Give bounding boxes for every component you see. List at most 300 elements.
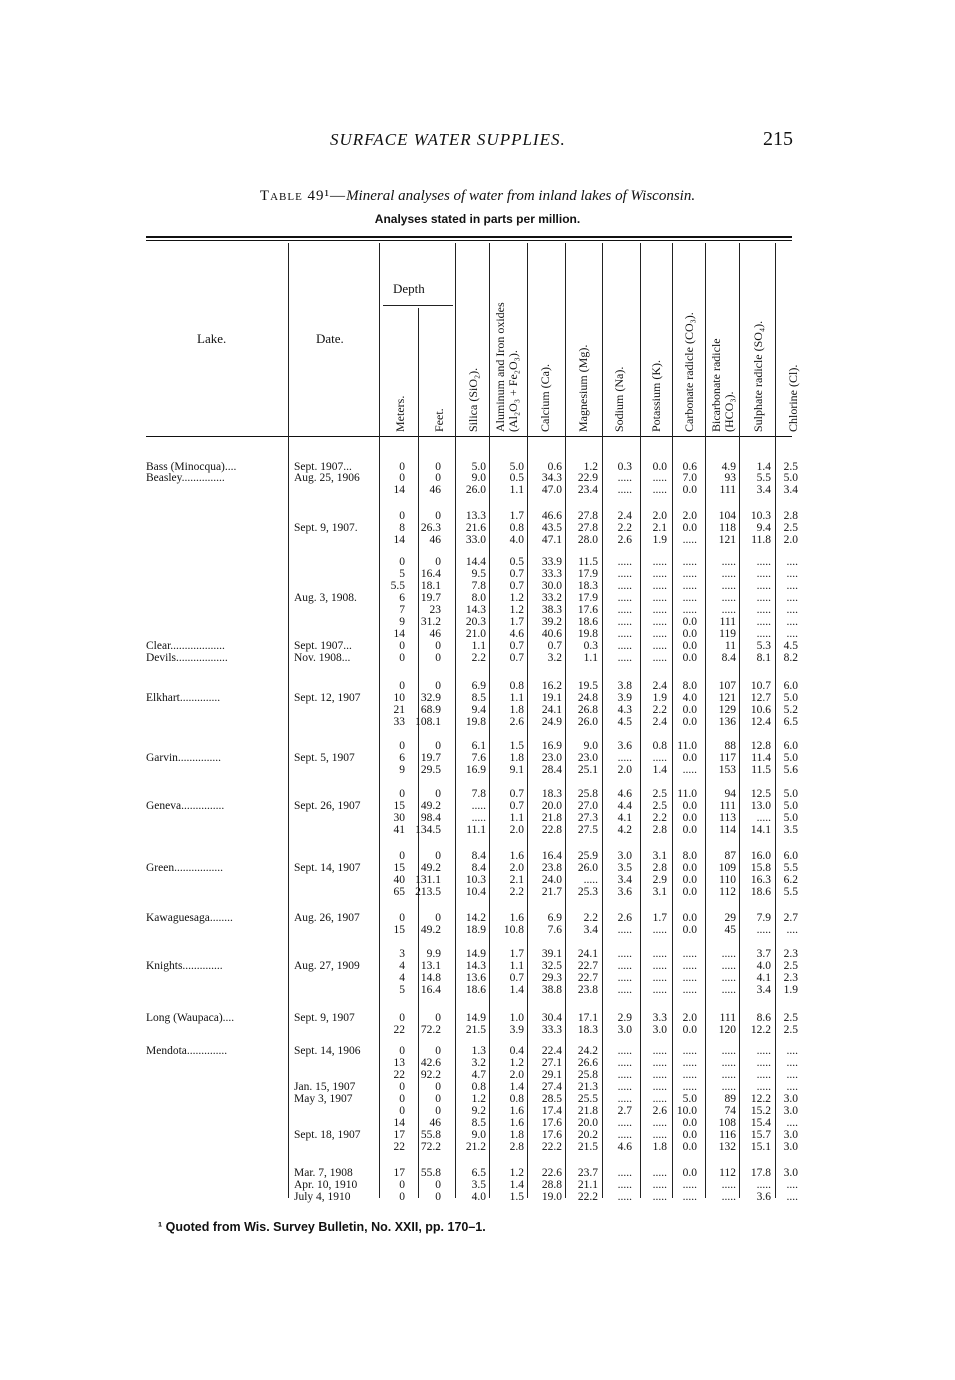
cell-co3: 11.0 bbox=[677, 740, 697, 752]
cell-co3: 8.0 bbox=[682, 680, 697, 692]
cell-so4: 11.8 bbox=[751, 534, 771, 546]
cell-m: 33 bbox=[393, 716, 405, 728]
cell-k: ..... bbox=[652, 1057, 667, 1069]
cell-so4: 14.1 bbox=[750, 824, 771, 836]
cell-co3: ..... bbox=[682, 1191, 697, 1203]
cell-na: ..... bbox=[617, 472, 632, 484]
cell-mg: 22.9 bbox=[577, 472, 598, 484]
cell-m: 0 bbox=[399, 1191, 405, 1203]
cell-ca: 23.8 bbox=[541, 862, 562, 874]
cell-cl: 6.0 bbox=[783, 680, 798, 692]
column-header-silica: Silica (SiO₂). bbox=[466, 367, 480, 432]
cell-mg: 20.2 bbox=[577, 1129, 598, 1141]
cell-m: 9 bbox=[399, 764, 405, 776]
cell-si: 7.8 bbox=[471, 788, 486, 800]
cell-ft: 108.1 bbox=[415, 716, 441, 728]
cell-ca: 22.6 bbox=[541, 1167, 562, 1179]
cell-so4: ..... bbox=[756, 1069, 771, 1081]
cell-co3: 0.0 bbox=[682, 874, 697, 886]
cell-k: 2.4 bbox=[652, 680, 667, 692]
cell-na: ..... bbox=[617, 592, 632, 604]
cell-m: 5 bbox=[399, 984, 405, 996]
cell-na: ..... bbox=[617, 1117, 632, 1129]
cell-si: 21.6 bbox=[465, 522, 486, 534]
lake-name: Bass (Minocqua).... bbox=[146, 461, 237, 473]
cell-k: ..... bbox=[652, 580, 667, 592]
cell-ft: 0 bbox=[435, 788, 441, 800]
cell-co3: ..... bbox=[682, 1069, 697, 1081]
cell-hco3: 4.9 bbox=[721, 461, 736, 473]
cell-so4: 7.9 bbox=[756, 912, 771, 924]
cell-si: 6.9 bbox=[471, 680, 486, 692]
cell-so4: 8.1 bbox=[756, 652, 771, 664]
cell-co3: 0.0 bbox=[682, 640, 697, 652]
cell-al: 1.6 bbox=[509, 1117, 524, 1129]
cell-ft: 0 bbox=[435, 1093, 441, 1105]
cell-al: 1.2 bbox=[509, 1167, 524, 1179]
cell-co3: ..... bbox=[682, 1057, 697, 1069]
cell-mg: 26.8 bbox=[577, 704, 598, 716]
lake-name: Clear................... bbox=[146, 640, 225, 652]
cell-k: ..... bbox=[652, 640, 667, 652]
column-rule bbox=[527, 243, 528, 1198]
cell-ft: 32.9 bbox=[420, 692, 441, 704]
cell-hco3: 132 bbox=[718, 1141, 736, 1153]
cell-ft: 131.1 bbox=[415, 874, 441, 886]
cell-k: ..... bbox=[652, 924, 667, 936]
cell-na: 3.9 bbox=[617, 692, 632, 704]
cell-so4: 11.5 bbox=[751, 764, 771, 776]
cell-hco3: 116 bbox=[719, 1129, 736, 1141]
cell-na: 2.4 bbox=[617, 510, 632, 522]
cell-k: 2.9 bbox=[652, 874, 667, 886]
cell-m: 0 bbox=[399, 510, 405, 522]
cell-cl: 2.0 bbox=[783, 534, 798, 546]
cell-k: 2.2 bbox=[652, 704, 667, 716]
cell-so4: 10.6 bbox=[750, 704, 771, 716]
cell-si: 9.0 bbox=[471, 1129, 486, 1141]
cell-mg: 26.0 bbox=[577, 716, 598, 728]
column-rule bbox=[775, 243, 776, 1198]
cell-mg: 23.0 bbox=[577, 752, 598, 764]
cell-so4: 5.5 bbox=[756, 472, 771, 484]
cell-na: ..... bbox=[617, 616, 632, 628]
cell-mg: 25.9 bbox=[577, 850, 598, 862]
cell-al: 1.7 bbox=[509, 510, 524, 522]
column-rule bbox=[455, 243, 456, 1198]
cell-si: 16.9 bbox=[465, 764, 486, 776]
cell-cl: .... bbox=[786, 924, 798, 936]
cell-k: 2.5 bbox=[652, 788, 667, 800]
cell-cl: 3.0 bbox=[783, 1129, 798, 1141]
cell-cl: .... bbox=[786, 1057, 798, 1069]
cell-al: 1.6 bbox=[509, 1105, 524, 1117]
cell-m: 9 bbox=[399, 616, 405, 628]
cell-ca: 17.6 bbox=[541, 1129, 562, 1141]
cell-hco3: 117 bbox=[719, 752, 736, 764]
cell-co3: 0.0 bbox=[682, 716, 697, 728]
cell-ca: 33.3 bbox=[541, 568, 562, 580]
cell-ca: 39.1 bbox=[541, 948, 562, 960]
cell-si: 18.6 bbox=[465, 984, 486, 996]
cell-m: 0 bbox=[399, 1179, 405, 1191]
cell-na: 4.6 bbox=[617, 788, 632, 800]
cell-mg: 3.4 bbox=[583, 924, 598, 936]
cell-m: 15 bbox=[393, 924, 405, 936]
cell-ca: 7.6 bbox=[547, 924, 562, 936]
cell-al: 1.6 bbox=[509, 912, 524, 924]
header-date: Date. bbox=[316, 331, 344, 346]
lake-name: Green................. bbox=[146, 862, 223, 874]
sample-date: Apr. 10, 1910 bbox=[294, 1179, 358, 1191]
cell-co3: 11.0 bbox=[677, 788, 697, 800]
cell-hco3: 89 bbox=[724, 1093, 736, 1105]
cell-ca: 20.0 bbox=[541, 800, 562, 812]
cell-na: 4.5 bbox=[617, 716, 632, 728]
cell-so4: 12.8 bbox=[750, 740, 771, 752]
cell-hco3: 121 bbox=[718, 692, 736, 704]
cell-ca: 6.9 bbox=[547, 912, 562, 924]
cell-ft: 213.5 bbox=[415, 886, 441, 898]
cell-m: 6 bbox=[399, 752, 405, 764]
cell-ft: 14.8 bbox=[420, 972, 441, 984]
cell-hco3: 111 bbox=[719, 800, 736, 812]
column-header-sulphate: Sulphate radicle (SO₄). bbox=[751, 320, 765, 432]
cell-hco3: 45 bbox=[724, 924, 736, 936]
sample-date: Sept. 14, 1907 bbox=[294, 862, 361, 874]
cell-m: 5.5 bbox=[390, 580, 405, 592]
sample-date: Sept. 9, 1907. bbox=[294, 522, 358, 534]
cell-cl: .... bbox=[786, 628, 798, 640]
cell-cl: 6.0 bbox=[783, 740, 798, 752]
cell-al: 2.2 bbox=[509, 886, 524, 898]
cell-hco3: 111 bbox=[719, 484, 736, 496]
cell-na: 3.4 bbox=[617, 874, 632, 886]
cell-k: ..... bbox=[652, 972, 667, 984]
cell-ca: 33.2 bbox=[541, 592, 562, 604]
cell-m: 0 bbox=[399, 556, 405, 568]
cell-mg: 18.3 bbox=[577, 1024, 598, 1036]
cell-hco3: 87 bbox=[724, 850, 736, 862]
cell-ft: 49.2 bbox=[420, 800, 441, 812]
cell-so4: 1.4 bbox=[756, 461, 771, 473]
cell-ca: 33.9 bbox=[541, 556, 562, 568]
cell-al: 1.7 bbox=[509, 616, 524, 628]
cell-k: 1.8 bbox=[652, 1141, 667, 1153]
cell-si: 18.9 bbox=[465, 924, 486, 936]
cell-k: 2.2 bbox=[652, 812, 667, 824]
cell-hco3: 120 bbox=[718, 1024, 736, 1036]
cell-mg: 17.9 bbox=[577, 592, 598, 604]
cell-co3: 0.0 bbox=[682, 1141, 697, 1153]
cell-cl: 3.0 bbox=[783, 1141, 798, 1153]
sample-date: Sept. 18, 1907 bbox=[294, 1129, 361, 1141]
cell-al: 1.2 bbox=[509, 604, 524, 616]
header-rule bbox=[146, 436, 792, 437]
cell-m: 0 bbox=[399, 912, 405, 924]
cell-ca: 47.1 bbox=[541, 534, 562, 546]
cell-hco3: ..... bbox=[721, 604, 736, 616]
cell-ft: 92.2 bbox=[420, 1069, 441, 1081]
cell-cl: 4.5 bbox=[783, 640, 798, 652]
column-header-potassium: Potassium (K). bbox=[649, 360, 663, 432]
sample-date: July 4, 1910 bbox=[294, 1191, 351, 1203]
cell-so4: 3.4 bbox=[756, 484, 771, 496]
cell-ca: 43.5 bbox=[541, 522, 562, 534]
cell-al: 1.8 bbox=[509, 1129, 524, 1141]
cell-al: 10.8 bbox=[503, 924, 524, 936]
cell-al: 0.5 bbox=[509, 556, 524, 568]
cell-hco3: ..... bbox=[721, 1045, 736, 1057]
cell-na: 3.0 bbox=[617, 1024, 632, 1036]
cell-cl: 3.4 bbox=[783, 484, 798, 496]
cell-mg: 20.0 bbox=[577, 1117, 598, 1129]
cell-al: 4.6 bbox=[509, 628, 524, 640]
cell-cl: .... bbox=[786, 1081, 798, 1093]
column-header-feet: Feet. bbox=[432, 408, 446, 432]
cell-m: 10 bbox=[393, 692, 405, 704]
sample-date: Mar. 7, 1908 bbox=[294, 1167, 353, 1179]
cell-so4: ..... bbox=[756, 628, 771, 640]
cell-so4: ..... bbox=[756, 616, 771, 628]
cell-ft: 26.3 bbox=[420, 522, 441, 534]
cell-cl: 5.0 bbox=[783, 692, 798, 704]
cell-co3: ..... bbox=[682, 534, 697, 546]
sample-date: Aug. 25, 1906 bbox=[294, 472, 360, 484]
cell-ca: 38.8 bbox=[541, 984, 562, 996]
cell-mg: 25.3 bbox=[577, 886, 598, 898]
cell-hco3: 114 bbox=[719, 824, 736, 836]
cell-cl: 5.5 bbox=[783, 886, 798, 898]
cell-ca: 22.4 bbox=[541, 1045, 562, 1057]
cell-na: ..... bbox=[617, 604, 632, 616]
cell-k: ..... bbox=[652, 616, 667, 628]
cell-al: 0.7 bbox=[509, 972, 524, 984]
cell-si: 7.6 bbox=[471, 752, 486, 764]
cell-al: 1.2 bbox=[509, 1057, 524, 1069]
cell-mg: 23.7 bbox=[577, 1167, 598, 1179]
cell-so4: 12.5 bbox=[750, 788, 771, 800]
table-subtitle: Analyses stated in parts per million. bbox=[374, 212, 581, 226]
cell-ca: 16.4 bbox=[541, 850, 562, 862]
cell-co3: 0.0 bbox=[682, 862, 697, 874]
cell-m: 0 bbox=[399, 1093, 405, 1105]
cell-si: 3.5 bbox=[471, 1179, 486, 1191]
cell-ft: 0 bbox=[435, 1179, 441, 1191]
cell-m: 13 bbox=[393, 1057, 405, 1069]
cell-si: ..... bbox=[471, 800, 486, 812]
cell-so4: 15.4 bbox=[750, 1117, 771, 1129]
cell-cl: 3.0 bbox=[783, 1167, 798, 1179]
cell-mg: 21.1 bbox=[577, 1179, 598, 1191]
cell-so4: 4.0 bbox=[756, 960, 771, 972]
cell-ft: 0 bbox=[435, 472, 441, 484]
column-rule bbox=[640, 243, 641, 1198]
cell-cl: 2.8 bbox=[783, 510, 798, 522]
cell-so4: ..... bbox=[756, 812, 771, 824]
cell-m: 17 bbox=[393, 1167, 405, 1179]
cell-si: 14.9 bbox=[465, 1012, 486, 1024]
cell-co3: 0.0 bbox=[682, 886, 697, 898]
cell-ft: 23 bbox=[429, 604, 441, 616]
cell-k: 0.0 bbox=[652, 461, 667, 473]
top-rule-thin bbox=[146, 240, 792, 241]
cell-hco3: 8.4 bbox=[721, 652, 736, 664]
cell-cl: 5.0 bbox=[783, 752, 798, 764]
cell-cl: 2.5 bbox=[783, 522, 798, 534]
cell-na: 2.0 bbox=[617, 764, 632, 776]
cell-ft: 0 bbox=[435, 652, 441, 664]
cell-al: 1.7 bbox=[509, 948, 524, 960]
cell-mg: 11.5 bbox=[578, 556, 598, 568]
cell-si: 1.1 bbox=[471, 640, 486, 652]
cell-al: 2.6 bbox=[509, 716, 524, 728]
cell-ft: 46 bbox=[429, 628, 441, 640]
cell-na: 2.9 bbox=[617, 1012, 632, 1024]
header-depth: Depth bbox=[393, 281, 425, 296]
cell-na: ..... bbox=[617, 556, 632, 568]
cell-ca: 24.1 bbox=[541, 704, 562, 716]
cell-cl: 5.5 bbox=[783, 862, 798, 874]
cell-hco3: 29 bbox=[724, 912, 736, 924]
cell-al: 1.4 bbox=[509, 984, 524, 996]
cell-co3: ..... bbox=[682, 1081, 697, 1093]
cell-ft: 29.5 bbox=[420, 764, 441, 776]
cell-m: 14 bbox=[393, 1117, 405, 1129]
cell-k: ..... bbox=[652, 652, 667, 664]
cell-na: 3.5 bbox=[617, 862, 632, 874]
cell-ft: 134.5 bbox=[415, 824, 441, 836]
cell-al: 0.7 bbox=[509, 652, 524, 664]
cell-co3: 0.0 bbox=[682, 522, 697, 534]
cell-co3: 8.0 bbox=[682, 850, 697, 862]
cell-ca: 30.0 bbox=[541, 580, 562, 592]
cell-ft: 16.4 bbox=[420, 984, 441, 996]
cell-al: 0.8 bbox=[509, 1093, 524, 1105]
cell-si: 13.3 bbox=[465, 510, 486, 522]
cell-al: 5.0 bbox=[509, 461, 524, 473]
cell-cl: 3.0 bbox=[783, 1105, 798, 1117]
cell-si: 3.2 bbox=[471, 1057, 486, 1069]
cell-hco3: 74 bbox=[724, 1105, 736, 1117]
cell-al: 1.1 bbox=[509, 812, 524, 824]
footnote: ¹ Quoted from Wis. Survey Bulletin, No. XXII, pp. 170–1. bbox=[158, 1220, 486, 1234]
cell-mg: 24.8 bbox=[577, 692, 598, 704]
cell-ft: 9.9 bbox=[426, 948, 441, 960]
cell-cl: .... bbox=[786, 1179, 798, 1191]
cell-si: 21.2 bbox=[465, 1141, 486, 1153]
table-caption bbox=[0, 188, 955, 205]
cell-si: 9.5 bbox=[471, 568, 486, 580]
cell-mg: 27.8 bbox=[577, 522, 598, 534]
cell-al: 1.1 bbox=[509, 484, 524, 496]
cell-k: ..... bbox=[652, 604, 667, 616]
cell-k: 1.7 bbox=[652, 912, 667, 924]
lake-name: Devils.................. bbox=[146, 652, 228, 664]
cell-k: 3.1 bbox=[652, 850, 667, 862]
cell-co3: ..... bbox=[682, 580, 697, 592]
lake-name: Geneva............... bbox=[146, 800, 225, 812]
cell-mg: 18.6 bbox=[577, 616, 598, 628]
cell-si: 0.8 bbox=[471, 1081, 486, 1093]
cell-m: 0 bbox=[399, 640, 405, 652]
cell-k: ..... bbox=[652, 484, 667, 496]
sample-date: Aug. 26, 1907 bbox=[294, 912, 360, 924]
cell-co3: ..... bbox=[682, 1179, 697, 1191]
cell-hco3: 11 bbox=[724, 640, 736, 652]
cell-ca: 27.4 bbox=[541, 1081, 562, 1093]
table-title: Mineral analyses of water from inland lakes of Wisconsin. bbox=[346, 188, 696, 204]
cell-k: ..... bbox=[652, 1179, 667, 1191]
cell-ca: 24.9 bbox=[541, 716, 562, 728]
cell-hco3: 119 bbox=[719, 628, 736, 640]
cell-na: ..... bbox=[617, 1129, 632, 1141]
cell-mg: 27.3 bbox=[577, 812, 598, 824]
cell-ca: 21.8 bbox=[541, 812, 562, 824]
cell-cl: .... bbox=[786, 568, 798, 580]
column-rule bbox=[288, 243, 289, 1198]
cell-si: 8.4 bbox=[471, 862, 486, 874]
cell-k: ..... bbox=[652, 960, 667, 972]
cell-co3: ..... bbox=[682, 568, 697, 580]
cell-k: ..... bbox=[652, 568, 667, 580]
cell-k: 1.9 bbox=[652, 692, 667, 704]
cell-co3: 0.0 bbox=[682, 752, 697, 764]
cell-na: 2.6 bbox=[617, 534, 632, 546]
cell-mg: 26.0 bbox=[577, 862, 598, 874]
cell-cl: 8.2 bbox=[783, 652, 798, 664]
cell-si: 9.4 bbox=[471, 704, 486, 716]
cell-ca: 28.5 bbox=[541, 1093, 562, 1105]
cell-so4: 12.7 bbox=[750, 692, 771, 704]
cell-so4: 3.6 bbox=[756, 1191, 771, 1203]
column-rule bbox=[379, 243, 380, 1198]
cell-cl: 5.0 bbox=[783, 472, 798, 484]
cell-ca: 23.0 bbox=[541, 752, 562, 764]
cell-k: ..... bbox=[652, 1081, 667, 1093]
cell-so4: ..... bbox=[756, 604, 771, 616]
cell-ft: 13.1 bbox=[420, 960, 441, 972]
cell-m: 40 bbox=[393, 874, 405, 886]
cell-hco3: 121 bbox=[718, 534, 736, 546]
cell-hco3: 93 bbox=[724, 472, 736, 484]
cell-ft: 98.4 bbox=[420, 812, 441, 824]
column-header-bicarbonate-1: Bicarbonate radicle bbox=[709, 338, 723, 432]
column-header-carbonate: Carbonate radicle (CO₃). bbox=[682, 312, 696, 432]
cell-mg: 19.8 bbox=[577, 628, 598, 640]
cell-so4: 10.3 bbox=[750, 510, 771, 522]
sample-date: Sept. 9, 1907 bbox=[294, 1012, 355, 1024]
column-header-magnesium: Magnesium (Mg). bbox=[576, 344, 590, 432]
cell-co3: 0.0 bbox=[682, 924, 697, 936]
cell-ca: 16.2 bbox=[541, 680, 562, 692]
cell-cl: 6.5 bbox=[783, 716, 798, 728]
cell-k: 1.9 bbox=[652, 534, 667, 546]
cell-ft: 0 bbox=[435, 640, 441, 652]
cell-co3: ..... bbox=[682, 972, 697, 984]
cell-hco3: 136 bbox=[718, 716, 736, 728]
cell-na: 4.6 bbox=[617, 1141, 632, 1153]
cell-si: ..... bbox=[471, 812, 486, 824]
cell-k: 2.0 bbox=[652, 510, 667, 522]
cell-na: 3.0 bbox=[617, 850, 632, 862]
cell-m: 22 bbox=[393, 1069, 405, 1081]
cell-ft: 31.2 bbox=[420, 616, 441, 628]
cell-ca: 22.2 bbox=[541, 1141, 562, 1153]
cell-na: ..... bbox=[617, 568, 632, 580]
cell-k: ..... bbox=[652, 1117, 667, 1129]
cell-m: 0 bbox=[399, 740, 405, 752]
